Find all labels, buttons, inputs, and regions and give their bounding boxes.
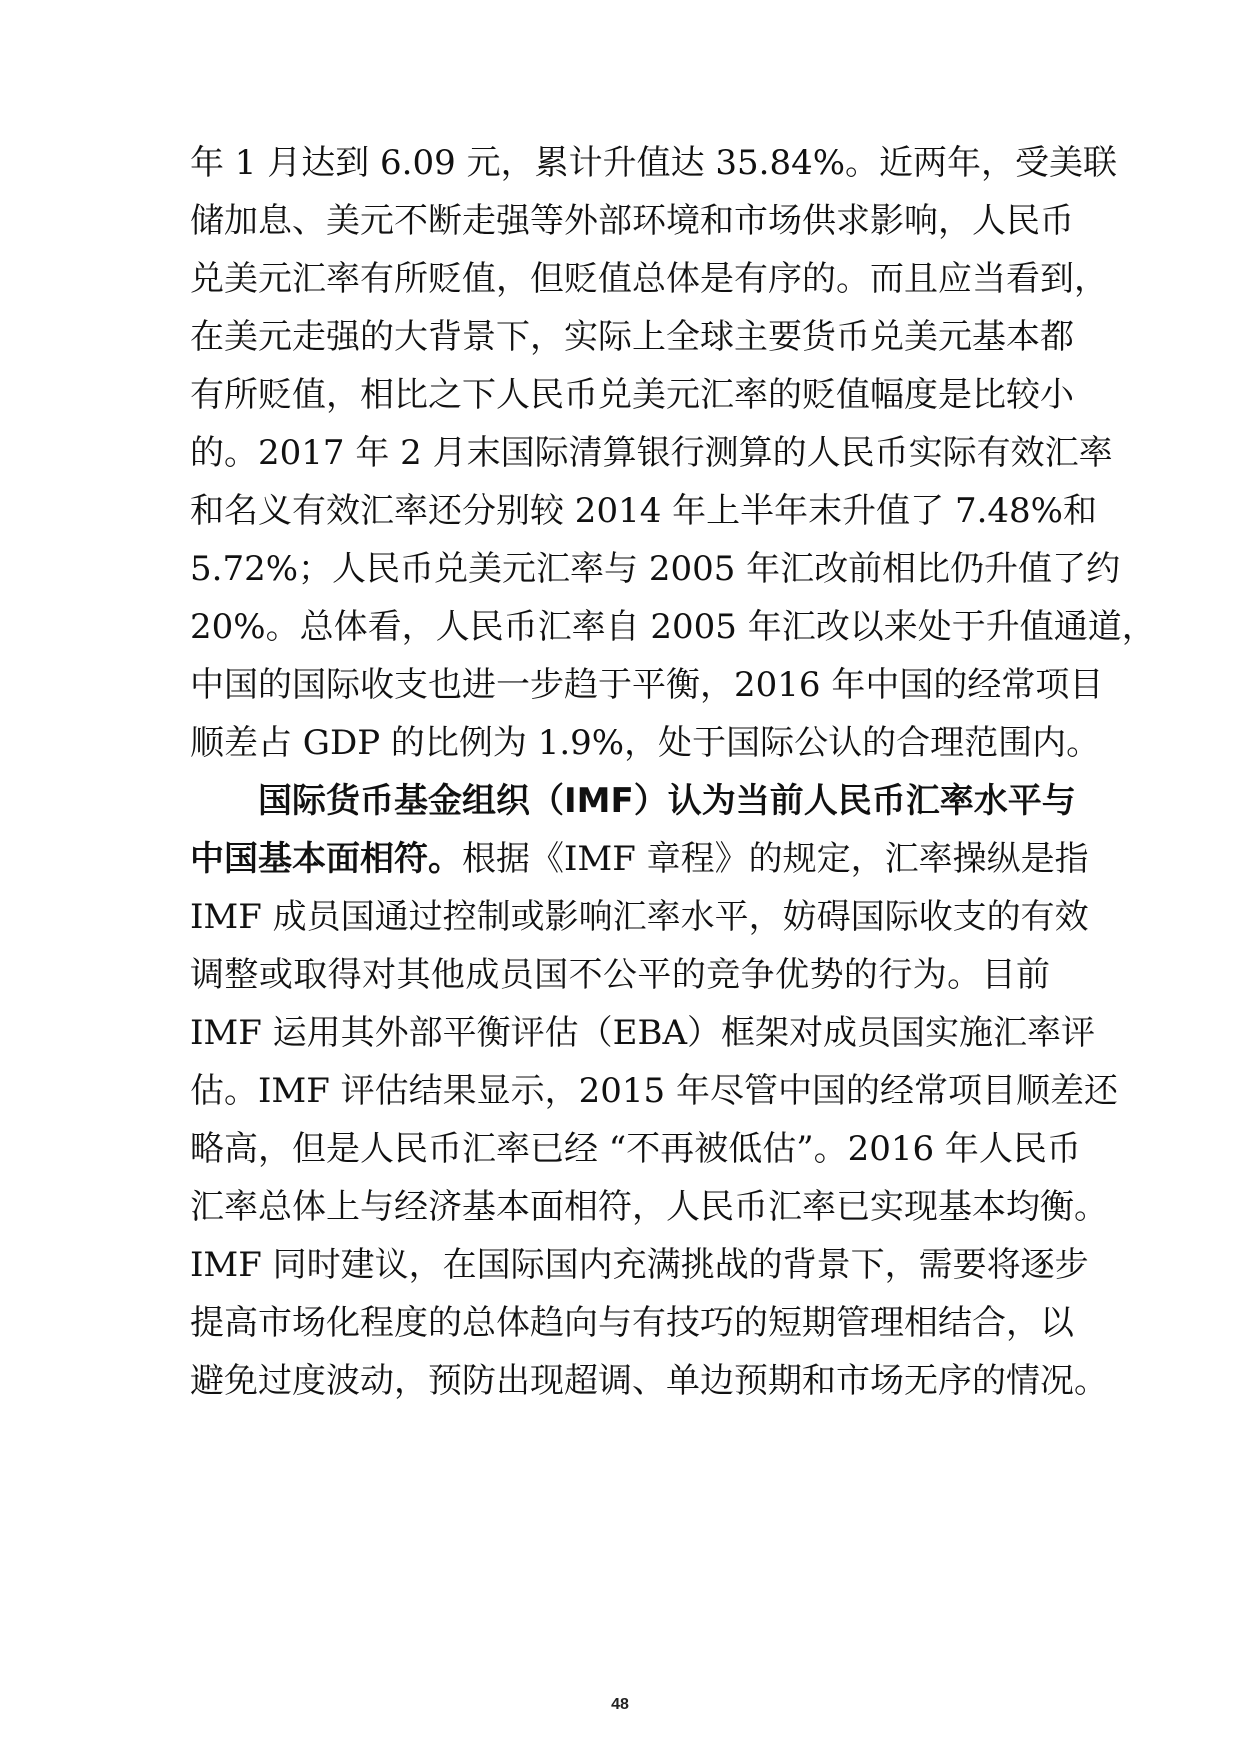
text-line: 避免过度波动，预防出现超调、单边预期和市场无序的情况。: [190, 1361, 1108, 1401]
text-line: 顺差占 GDP 的比例为 1.9%，处于国际公认的合理范围内。: [190, 723, 1101, 763]
text-line: 有所贬值，相比之下人民币兑美元汇率的贬值幅度是比较小: [190, 375, 1074, 415]
text-line: 的。2017 年 2 月末国际清算银行测算的人民币实际有效汇率: [190, 433, 1113, 473]
paragraph-heading-end: 中国基本面相符。: [190, 839, 462, 879]
text-line: 和名义有效汇率还分别较 2014 年上半年末升值了 7.48%和: [190, 491, 1097, 531]
text-line: IMF 成员国通过控制或影响汇率水平，妨碍国际收支的有效: [190, 897, 1089, 937]
text-line: 调整或取得对其他成员国不公平的竞争优势的行为。目前: [190, 955, 1050, 995]
text-line: 提高市场化程度的总体趋向与有技巧的短期管理相结合，以: [190, 1303, 1074, 1343]
text-line: 储加息、美元不断走强等外部环境和市场供求影响，人民币: [190, 201, 1074, 241]
text-line: 兑美元汇率有所贬值，但贬值总体是有序的。而且应当看到，: [190, 259, 1108, 299]
text-line: 中国的国际收支也进一步趋于平衡，2016 年中国的经常项目: [190, 665, 1104, 705]
text-line: 汇率总体上与经济基本面相符，人民币汇率已实现基本均衡。: [190, 1187, 1108, 1227]
text-line: [190, 826, 1089, 892]
text-line: 估。IMF 评估结果显示，2015 年尽管中国的经常项目顺差还: [190, 1071, 1118, 1111]
page-number: 48: [611, 1696, 629, 1713]
text-line: 5.72%；人民币兑美元汇率与 2005 年汇改前相比仍升值了约: [190, 549, 1121, 589]
text-line: 略高，但是人民币汇率已经 “不再被低估”。2016 年人民币: [190, 1129, 1081, 1169]
text-line: 年 1 月达到 6.09 元，累计升值达 35.84%。近两年，受美联: [190, 143, 1118, 183]
text-line: IMF 同时建议，在国际国内充满挑战的背景下，需要将逐步: [190, 1245, 1089, 1285]
paragraph-heading: 国际货币基金组织（IMF）认为当前人民币汇率水平与: [258, 781, 1076, 821]
text-span: 根据《IMF 章程》的规定，汇率操纵是指: [462, 839, 1089, 879]
text-line: IMF 运用其外部平衡评估（EBA）框架对成员国实施汇率评: [190, 1013, 1095, 1053]
text-line: 20%。总体看，人民币汇率自 2005 年汇改以来处于升值通道，: [190, 607, 1156, 647]
text-line: 在美元走强的大背景下，实际上全球主要货币兑美元基本都: [190, 317, 1074, 357]
